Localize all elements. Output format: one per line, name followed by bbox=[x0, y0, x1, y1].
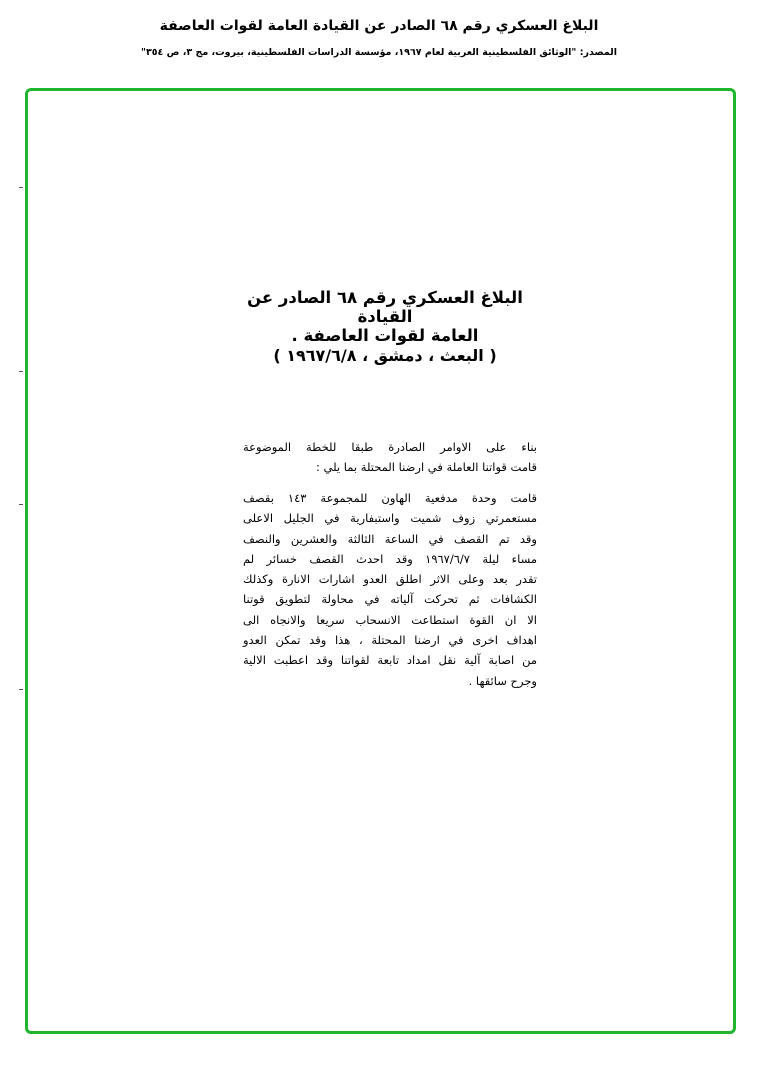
text-line: مساء ليلة ١٩٦٧/٦/٧ وقد احدث القصف خسائر لم bbox=[243, 551, 537, 566]
document-source-date: ( البعث ، دمشق ، ١٩٦٧/٦/٨ ) bbox=[273, 346, 497, 365]
text-line: الا ان القوة استطاعت الانسحاب سريعا والانجاه الى bbox=[243, 612, 537, 627]
text-line: من اصابة آلية نقل امداد تابعة لقواتنا وقد اعطبت الالية bbox=[243, 653, 537, 668]
text-line: بناء على الاوامر الصادرة طبقا للخطة الموضوعة bbox=[243, 440, 537, 454]
text-line: قامت وحدة مدفعية الهاون للمجموعة ١٤٣ بقصف bbox=[243, 491, 537, 505]
text-line: وجرح سائقها . bbox=[468, 673, 537, 688]
text-line: وقد تم القصف في الساعة الثالثة والعشرين والنصف bbox=[243, 531, 537, 546]
source-citation: المصدر: "الوثائق الفلسطينية العربية لعام ١٩٦٧، مؤسسة الدراسات الفلسطينية، بيروت، مج ٣، ص ٣٥٤" bbox=[140, 47, 618, 58]
scan-mark bbox=[19, 187, 23, 188]
document-title-line: العامة لقوات العاصفة . bbox=[291, 326, 479, 345]
text-line: تقدر بعد وعلى الاثر اطلق العدو اشارات الانارة وكذلك bbox=[243, 572, 537, 587]
scan-mark bbox=[19, 371, 23, 372]
paragraph-report bbox=[243, 488, 537, 691]
text-line: قامت قواتنا العاملة في ارضنا المحتلة بما يلي : bbox=[316, 460, 537, 475]
document-title bbox=[230, 288, 540, 345]
scan-mark bbox=[19, 689, 23, 690]
text-line: الكشافات ثم تحركت آلياته في محاولة لتطويق قوتنا bbox=[243, 592, 537, 607]
page-header-title: البلاغ العسكري رقم ٦٨ الصادر عن القيادة العامة لقوات العاصفة bbox=[159, 18, 599, 34]
document-title-line: البلاغ العسكري رقم ٦٨ الصادر عن القيادة bbox=[247, 288, 523, 326]
paragraph-intro bbox=[243, 437, 537, 478]
text-line: مستعمرتي زوف شميت واستبفارية في الجليل الاعلى bbox=[243, 511, 537, 526]
scan-mark bbox=[19, 504, 23, 505]
text-line: اهداف اخرى في ارضنا المحتلة ، هذا وقد تمكن العدو bbox=[243, 633, 537, 648]
